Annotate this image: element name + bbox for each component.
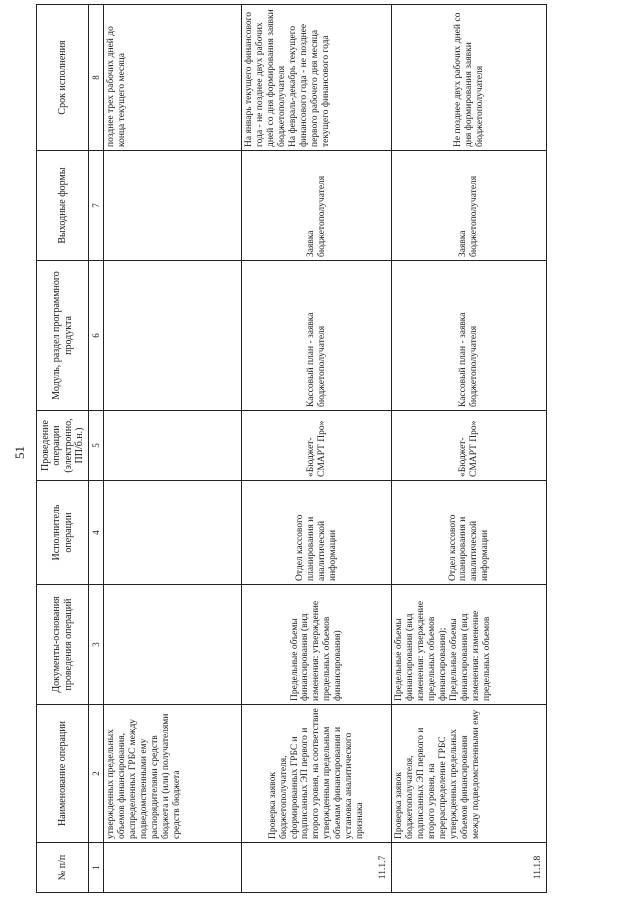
column-number: 1 <box>89 843 104 893</box>
row-deadline: позднее трех рабочих дней до конца текущего месяца <box>104 5 242 151</box>
header-operation: Наименование операции <box>37 705 89 843</box>
header-mode: Проведение операции (электронно, ПП/б.н.) <box>37 411 89 481</box>
row-mode: «Бюджет-СМАРТ Про» <box>392 411 547 481</box>
row-operation: Проверка заявок бюджетополучателя, подписанных ЭП первого и второго уровня, на перераспределение ГРБС утвержденных предельных объемов финансирования между подведомственными ему <box>392 705 547 843</box>
row-outputs: Заявка бюджетополучателя <box>392 151 547 261</box>
operations-table <box>36 4 547 893</box>
row-num: 11.1.8 <box>392 843 547 893</box>
row-outputs <box>104 151 242 261</box>
row-executor <box>104 481 242 585</box>
header-outputs: Выходные формы <box>37 151 89 261</box>
table-row <box>242 5 392 893</box>
table-row <box>104 5 242 893</box>
row-deadline: На январь текущего финансового года - не позднее двух рабочих дней со дня формирования заявки бюджетополучателя На февраль-декабрь текущего финансового года - не позднее первого рабочего дня месяца текущего финансового года <box>242 5 392 151</box>
header-basis: Документы-основания проведения операций <box>37 585 89 705</box>
row-executor: Отдел кассового планирования и аналитической информации <box>242 481 392 585</box>
row-outputs: Заявка бюджетополучателя <box>242 151 392 261</box>
header-executor: Исполнитель операции <box>37 481 89 585</box>
row-operation: утвержденных предельных объемов финансирования, распределенных ГРБС между подведомственными ему распорядителями средств бюджета и (или) получателями средств бюджета <box>104 705 242 843</box>
row-deadline: Не позднее двух рабочих дней со дня формирования заявки бюджетополучателя <box>392 5 547 151</box>
header-deadline: Срок исполнения <box>37 5 89 151</box>
table-row <box>392 5 547 893</box>
row-num <box>104 843 242 893</box>
column-number: 6 <box>89 261 104 411</box>
header-module: Модуль, раздел программного продукта <box>37 261 89 411</box>
row-module: Кассовый план - заявка бюджетополучателя <box>392 261 547 411</box>
column-number: 8 <box>89 5 104 151</box>
column-number: 4 <box>89 481 104 585</box>
column-number-row <box>89 5 104 893</box>
page-number: 51 <box>12 446 27 459</box>
column-number: 5 <box>89 411 104 481</box>
row-basis: Предельные объемы финансирования (вид изменения: утверждение предельных объемов финансирования) <box>242 585 392 705</box>
row-operation: Проверка заявок бюджетополучателя, сформированных ГРБС и подписанных ЭП первого и второго уровня, на соответствие утвержденным предельным объемам финансирования и установка аналитического признака <box>242 705 392 843</box>
row-num: 11.1.7 <box>242 843 392 893</box>
row-basis <box>104 585 242 705</box>
row-executor: Отдел кассового планирования и аналитической информации <box>392 481 547 585</box>
column-number: 3 <box>89 585 104 705</box>
row-mode <box>104 411 242 481</box>
row-basis: Предельные объемы финансирования (вид изменения: утверждение предельных объемов финансирования); Предельные объемы финансирования (вид изменения: изменение предельных объемов <box>392 585 547 705</box>
header-num: № п/п <box>37 843 89 893</box>
column-number: 2 <box>89 705 104 843</box>
row-module <box>104 261 242 411</box>
row-mode: «Бюджет-СМАРТ Про» <box>242 411 392 481</box>
row-module: Кассовый план - заявка бюджетополучателя <box>242 261 392 411</box>
column-number: 7 <box>89 151 104 261</box>
table-header-row <box>37 5 89 893</box>
